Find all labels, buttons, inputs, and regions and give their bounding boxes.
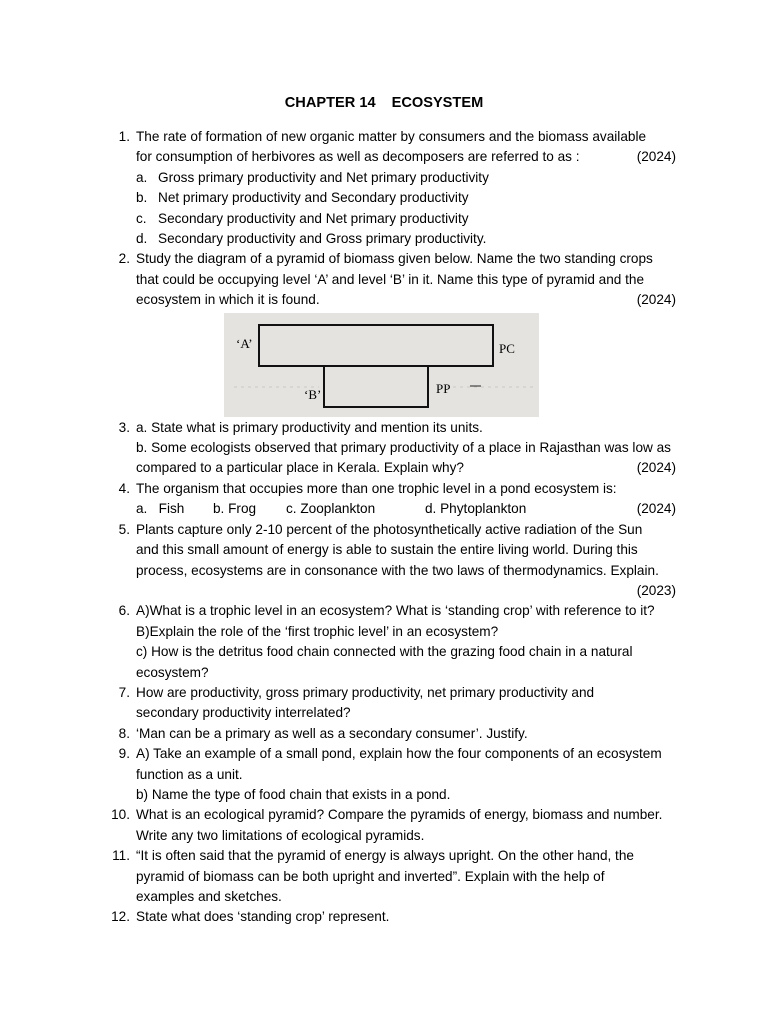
question-number: 3. bbox=[118, 419, 130, 435]
question-3 bbox=[0, 418, 768, 479]
chapter-name: ECOSYSTEM bbox=[391, 95, 484, 111]
question-text: Plants capture only 2-10 percent of the photosynthetically active radiation of the Sun bbox=[136, 521, 643, 537]
question-text: “It is often said that the pyramid of energy is always upright. On the other hand, the bbox=[136, 848, 634, 864]
question-7 bbox=[0, 683, 768, 724]
question-text: for consumption of herbivores as well as decomposers are referred to as : bbox=[136, 149, 580, 165]
question-number: 2. bbox=[118, 251, 130, 267]
question-11 bbox=[0, 846, 768, 907]
question-text: c) How is the detritus food chain connected with the grazing food chain in a natural bbox=[136, 644, 633, 660]
level-a-bar bbox=[259, 325, 493, 366]
question-text: that could be occupying level ‘A’ and level ‘B’ in it. Name this type of pyramid and the bbox=[136, 271, 645, 287]
question-9 bbox=[0, 744, 768, 805]
year-tag: (2024) bbox=[636, 460, 676, 476]
question-text: b. Some ecologists observed that primary productivity of a place in Rajasthan was low as bbox=[136, 440, 671, 456]
question-number: 5. bbox=[118, 521, 130, 537]
question-text: ‘Man can be a primary as well as a secondary consumer’. Justify. bbox=[136, 725, 528, 741]
question-text: a. State what is primary productivity and mention its units. bbox=[136, 419, 483, 435]
question-6 bbox=[0, 601, 768, 683]
question-text: Write any two limitations of ecological pyramids. bbox=[136, 827, 425, 843]
question-list bbox=[0, 127, 768, 928]
option-a: a. Fish bbox=[136, 501, 185, 517]
question-number: 4. bbox=[118, 480, 130, 496]
question-text: ecosystem in which it is found. bbox=[136, 292, 320, 308]
option-c: c. Secondary productivity and Net primary productivity bbox=[136, 210, 469, 226]
question-text: pyramid of biomass can be both upright and inverted”. Explain with the help of bbox=[136, 868, 605, 884]
option-b: b. Net primary productivity and Secondary productivity bbox=[136, 190, 469, 206]
label-a: ‘A’ bbox=[236, 335, 253, 351]
label-pc: PC bbox=[499, 340, 515, 356]
question-text: A)What is a trophic level in an ecosystem? What is ‘standing crop’ with reference to it? bbox=[136, 603, 655, 619]
biomass-pyramid-diagram bbox=[224, 313, 539, 417]
question-number: 8. bbox=[118, 725, 130, 741]
question-text: How are productivity, gross primary productivity, net primary productivity and bbox=[136, 684, 595, 700]
question-text: A) Take an example of a small pond, explain how the four components of an ecosystem bbox=[136, 746, 662, 762]
option-d: d. Phytoplankton bbox=[425, 501, 527, 517]
question-text: B)Explain the role of the ‘first trophic level’ in an ecosystem? bbox=[136, 623, 499, 639]
question-number: 11. bbox=[112, 848, 130, 864]
question-number: 9. bbox=[118, 746, 130, 762]
year-tag: (2024) bbox=[636, 501, 676, 517]
question-text: The organism that occupies more than one trophic level in a pond ecosystem is: bbox=[136, 480, 617, 496]
question-number: 7. bbox=[118, 684, 130, 700]
question-text: process, ecosystems are in consonance with the two laws of thermodynamics. Explain. bbox=[136, 562, 659, 578]
question-text: The rate of formation of new organic matter by consumers and the biomass available bbox=[136, 129, 647, 144]
option-d: d. Secondary productivity and Gross primary productivity. bbox=[136, 231, 487, 247]
question-number: 6. bbox=[118, 603, 130, 619]
option-b: b. Frog bbox=[213, 501, 257, 517]
question-text: Study the diagram of a pyramid of biomass given below. Name the two standing crops bbox=[136, 251, 653, 267]
option-c: c. Zooplankton bbox=[286, 501, 376, 517]
year-tag: (2023) bbox=[636, 582, 676, 598]
question-text: ecosystem? bbox=[136, 664, 209, 680]
label-b: ‘B’ bbox=[304, 386, 322, 402]
question-text: compared to a particular place in Kerala. Explain why? bbox=[136, 460, 464, 476]
question-text: b) Name the type of food chain that exists in a pond. bbox=[136, 786, 451, 802]
question-number: 1. bbox=[118, 129, 130, 144]
year-tag: (2024) bbox=[636, 149, 676, 165]
question-5 bbox=[0, 520, 768, 602]
question-text: State what does ‘standing crop’ represent. bbox=[136, 909, 390, 925]
question-number: 10. bbox=[111, 807, 130, 823]
question-10 bbox=[0, 805, 768, 846]
question-8 bbox=[0, 724, 768, 744]
question-text: secondary productivity interrelated? bbox=[136, 705, 351, 721]
level-b-bar bbox=[324, 366, 428, 407]
chapter-label: CHAPTER 14 bbox=[284, 95, 376, 111]
question-text: and this small amount of energy is able to sustain the entire living world. During this bbox=[136, 542, 638, 558]
year-tag: (2024) bbox=[636, 292, 676, 308]
biomass-pyramid-figure bbox=[224, 313, 539, 417]
option-a: a. Gross primary productivity and Net primary productivity bbox=[136, 169, 489, 185]
label-pp: PP bbox=[436, 380, 451, 396]
question-1 bbox=[0, 127, 768, 249]
question-text: What is an ecological pyramid? Compare the pyramids of energy, biomass and number. bbox=[136, 807, 663, 823]
question-4 bbox=[0, 479, 768, 520]
question-number: 12. bbox=[111, 909, 130, 925]
page-title bbox=[0, 93, 768, 113]
question-text: examples and sketches. bbox=[136, 889, 282, 904]
question-2 bbox=[0, 249, 768, 416]
question-text: function as a unit. bbox=[136, 766, 243, 782]
question-12 bbox=[0, 907, 768, 927]
